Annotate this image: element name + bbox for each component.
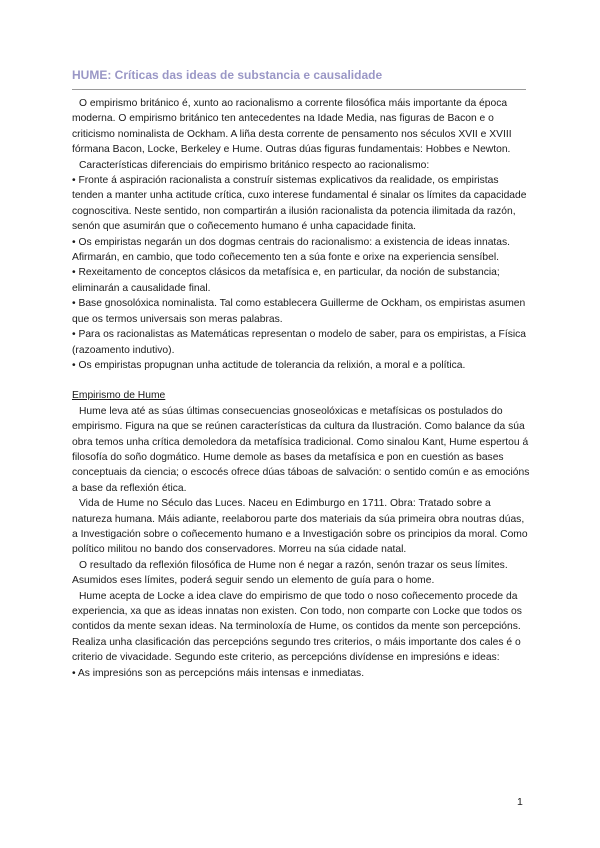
intro-paragraph: Características diferenciais do empirismo británico respecto ao racionalismo: <box>79 159 430 171</box>
section-heading: Empirismo de Hume <box>72 390 166 402</box>
document-page <box>72 68 530 681</box>
spacer <box>72 373 530 388</box>
bullet-item: • Os empiristas propugnan unha actitude de tolerancia da relixión, a moral e a política. <box>72 359 466 371</box>
document-title: HUME: Críticas das ideas de substancia e causalidade <box>72 68 383 82</box>
bullet-item: • Base gnosolóxica nominalista. Tal como establecera Guillerme de Ockham, os empiristas asumen que os termos universais son meras palabras. <box>72 298 526 325</box>
page-number: 1 <box>517 796 523 808</box>
intro-paragraph: O empirismo británico é, xunto ao racionalismo a corrente filosófica máis importante da época moderna. O empirismo británico ten antecedentes na Idade Media, nas figuras de Bacon e o criticismo nominalista de Ockham. A liña desta corrente de pensamento nos séculos XVII e XVIII fórmana Bacon, Locke, Berkeley e Hume. Outras dúas figuras fundamentais: Hobbes e Newton. <box>72 98 512 156</box>
bullet-item: • Os empiristas negarán un dos dogmas centrais do racionalismo: a existencia de ideas innatas. Afirmarán, en cambio, que todo coñecemento ten a súa fonte e orixe na experiencia sensíbel. <box>72 236 511 264</box>
body-paragraph: O resultado da reflexión filosófica de Hume non é negar a razón, senón trazar os seus límites. Asumidos eses límites, poderá seguir sendo un elemento de guía para o home. <box>72 559 508 587</box>
body-paragraph: Vida de Hume no Século das Luces. Naceu en Edimburgo en 1711. Obra: Tratado sobre a natureza humana. Máis adiante, reelaborou parte dos materiais da súa primeira obra noutras dúas, a Investigación sobre o coñecemento humano e a Investigación sobre os principios da moral. Como político militou no bando dos conservadores. Morreu na súa cidade natal. <box>72 498 528 556</box>
bullet-item: • As impresións son as percepcións máis intensas e inmediatas. <box>72 667 365 679</box>
title-underline <box>72 89 526 90</box>
body-paragraph: Hume acepta de Locke a idea clave do empirismo de que todo o noso coñecemento procede da experiencia, xa que as ideas innatas non existen. Con todo, non comparte con Locke que todos os contidos da mente sexan ideas. Na terminoloxía de Hume, os contidos da mente son percepcións. Realiza unha clasificación das percepcións segundo tres criterios, o máis importante dos cales é o criterio de vivacidade. Segundo este criterio, as percepcións divídense en impresións e ideas: <box>72 590 522 664</box>
bullet-item: • Para os racionalistas as Matemáticas representan o modelo de saber, para os empiristas, a Física (razoamento indutivo). <box>72 329 527 356</box>
body-paragraph: Hume leva até as súas últimas consecuencias gnoseolóxicas e metafísicas os postulados do empirismo. Figura na que se reúnen características da cultura da Ilustración. Como balance da súa obra temos unha crítica demoledora da metafísica tradicional. Como sinalou Kant, Hume espertou á filosofía do soño dogmático. Hume demole as bases da metafísica e pon en cuestión as bases conceptuais da ciencia; o escocés ofrece dúas táboas de salvación: o sentido común e as emocións a base da reflexión ética. <box>72 405 530 494</box>
bullet-item: • Rexeitamento de conceptos clásicos da metafísica e, en particular, da noción de substancia; eliminarán a causalidade final. <box>72 267 500 294</box>
bullet-item: • Fronte á aspiración racionalista a construír sistemas explicativos da realidade, os empiristas tenden a manter unha actitude crítica, cuxo interese fundamental é sinalar os límites da capacidade cognoscitiva. Neste sentido, non compartirán a ilusión racionalista da potencia ilimitada da razón, senón que asumirán que o coñecemento humano é unha capacidade finita. <box>72 175 527 233</box>
